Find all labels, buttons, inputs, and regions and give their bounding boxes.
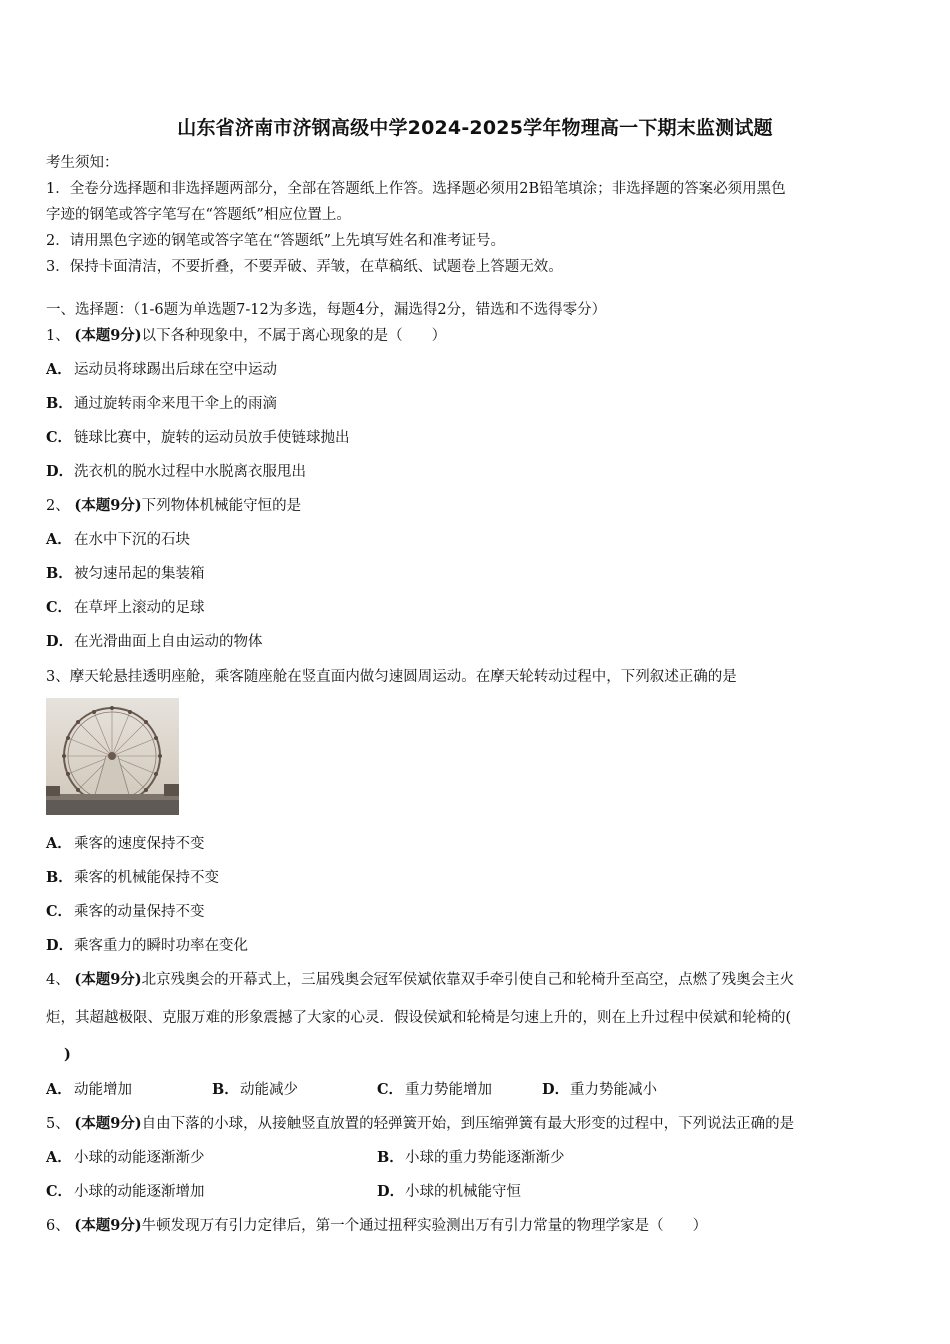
option-text: 乘客的速度保持不变 <box>74 836 205 852</box>
option-label: B． <box>46 395 73 412</box>
option-label: A． <box>46 531 72 548</box>
option-text: 小球的机械能守恒 <box>405 1184 521 1200</box>
option-text: 在光滑曲面上自由运动的物体 <box>74 634 263 650</box>
option-b <box>377 1148 565 1168</box>
exam-title: 山东省济南市济钢高级中学2024-2025学年物理高一下期末监测试题 <box>177 117 773 139</box>
notice-heading: 考生须知： <box>46 155 119 171</box>
option-c <box>46 428 350 448</box>
option-label: B． <box>377 1149 404 1166</box>
question-tag: (本题9分) <box>74 1115 142 1132</box>
option-label: B． <box>46 565 73 582</box>
ferris-wheel-illustration <box>46 698 179 815</box>
notice-item: 2．请用黑色字迹的钢笔或答字笔在“答题纸”上先填写姓名和准考证号。 <box>46 233 506 249</box>
option-text: 在草坪上滚动的足球 <box>74 600 205 616</box>
question-number: 4、 <box>46 972 70 988</box>
option-label: B． <box>212 1081 239 1098</box>
option-text: 乘客重力的瞬时功率在变化 <box>74 938 248 954</box>
question-text: 自由下落的小球，从接触竖直放置的轻弹簧开始，到压缩弹簧有最大形变的过程中，下列说法正确的是 <box>141 1116 795 1132</box>
option-a <box>46 1080 132 1100</box>
option-label: D． <box>46 463 74 480</box>
question-tag: (本题9分) <box>74 497 142 514</box>
option-text: 运动员将球踢出后球在空中运动 <box>74 362 277 378</box>
option-label: C． <box>46 599 73 616</box>
option-b <box>46 394 277 414</box>
notice-block <box>46 150 906 280</box>
option-text: 被匀速吊起的集装箱 <box>74 566 205 582</box>
question-4-line3: ) <box>64 1046 71 1063</box>
option-b <box>212 1080 298 1100</box>
option-label: D． <box>46 633 74 650</box>
option-c <box>377 1080 492 1100</box>
question-text: 北京残奥会的开幕式上，三届残奥会冠军侯斌依靠双手牵引使自己和轮椅升至高空，点燃了残奥会主火 <box>141 972 795 988</box>
question-5 <box>46 1114 794 1134</box>
option-text: 链球比赛中，旋转的运动员放手使链球抛出 <box>74 430 350 446</box>
option-b <box>46 868 219 888</box>
option-label: B． <box>46 869 73 886</box>
option-text: 重力势能减小 <box>570 1082 657 1098</box>
option-a <box>46 834 205 854</box>
option-text: 重力势能增加 <box>405 1082 492 1098</box>
option-label: C． <box>377 1081 404 1098</box>
question-text: 下列物体机械能守恒的是 <box>141 498 302 514</box>
option-a <box>46 360 277 380</box>
option-text: 小球的动能逐渐增加 <box>74 1184 205 1200</box>
option-label: C． <box>46 1183 73 1200</box>
option-label: A． <box>46 1081 72 1098</box>
option-label: D． <box>377 1183 405 1200</box>
option-text: 乘客的机械能保持不变 <box>74 870 219 886</box>
question-tag: (本题9分) <box>74 327 142 344</box>
option-text: 洗衣机的脱水过程中水脱离衣服甩出 <box>74 464 306 480</box>
option-text: 在水中下沉的石块 <box>74 532 190 548</box>
notice-item: 字迹的钢笔或答字笔写在“答题纸”相应位置上。 <box>46 207 351 223</box>
option-label: A． <box>46 835 72 852</box>
option-d <box>46 462 306 482</box>
question-text: 牛顿发现万有引力定律后，第一个通过扭秤实验测出万有引力常量的物理学家是（ ） <box>141 1218 708 1234</box>
option-text: 乘客的动量保持不变 <box>74 904 205 920</box>
option-text: 动能增加 <box>74 1082 132 1098</box>
question-6 <box>46 1216 707 1236</box>
option-text: 小球的动能逐渐渐少 <box>74 1150 205 1166</box>
question-text: 以下各种现象中，不属于离心现象的是（ ） <box>141 328 447 344</box>
question-number: 1、 <box>46 328 70 344</box>
option-c <box>46 598 205 618</box>
option-label: D． <box>542 1081 570 1098</box>
question-number: 5、 <box>46 1116 70 1132</box>
option-b <box>46 564 205 584</box>
question-2 <box>46 496 301 516</box>
option-d <box>46 936 248 956</box>
option-text: 动能减少 <box>240 1082 298 1098</box>
question-tag: (本题9分) <box>74 971 142 988</box>
option-a <box>46 530 190 550</box>
option-d <box>542 1080 657 1100</box>
section-heading: 一、选择题：（1-6题为单选题7-12为多选，每题4分，漏选得2分，错选和不选得零分） <box>46 302 607 318</box>
option-c <box>46 902 205 922</box>
option-label: C． <box>46 903 73 920</box>
option-label: A． <box>46 1149 72 1166</box>
question-1 <box>46 326 446 346</box>
notice-item: 3．保持卡面清洁，不要折叠，不要弄破、弄皱，在草稿纸、试题卷上答题无效。 <box>46 259 563 275</box>
option-d <box>46 632 263 652</box>
question-text: 摩天轮悬挂透明座舱，乘客随座舱在竖直面内做匀速圆周运动。在摩天轮转动过程中，下列叙述正确的是 <box>69 669 737 685</box>
question-tag: (本题9分) <box>74 1217 142 1234</box>
option-text: 小球的重力势能逐渐渐少 <box>405 1150 565 1166</box>
question-4 <box>46 970 794 990</box>
option-d <box>377 1182 521 1202</box>
ferris-wheel-photo <box>46 698 179 815</box>
option-label: A． <box>46 361 72 378</box>
question-number: 6、 <box>46 1218 70 1234</box>
option-label: C． <box>46 429 73 446</box>
notice-item: 1．全卷分选择题和非选择题两部分，全部在答题纸上作答。选择题必须用2B铅笔填涂；非选择题的答案必须用黑色 <box>46 181 786 197</box>
question-3 <box>46 667 737 687</box>
option-label: D． <box>46 937 74 954</box>
question-number: 3、 <box>46 669 70 685</box>
question-number: 2、 <box>46 498 70 514</box>
option-text: 通过旋转雨伞来甩干伞上的雨滴 <box>74 396 277 412</box>
option-a <box>46 1148 205 1168</box>
question-4-line2: 炬，其超越极限、克服万难的形象震撼了大家的心灵．假设侯斌和轮椅是匀速上升的，则在上升过程中侯斌和轮椅的( <box>46 1010 792 1026</box>
option-c <box>46 1182 205 1202</box>
